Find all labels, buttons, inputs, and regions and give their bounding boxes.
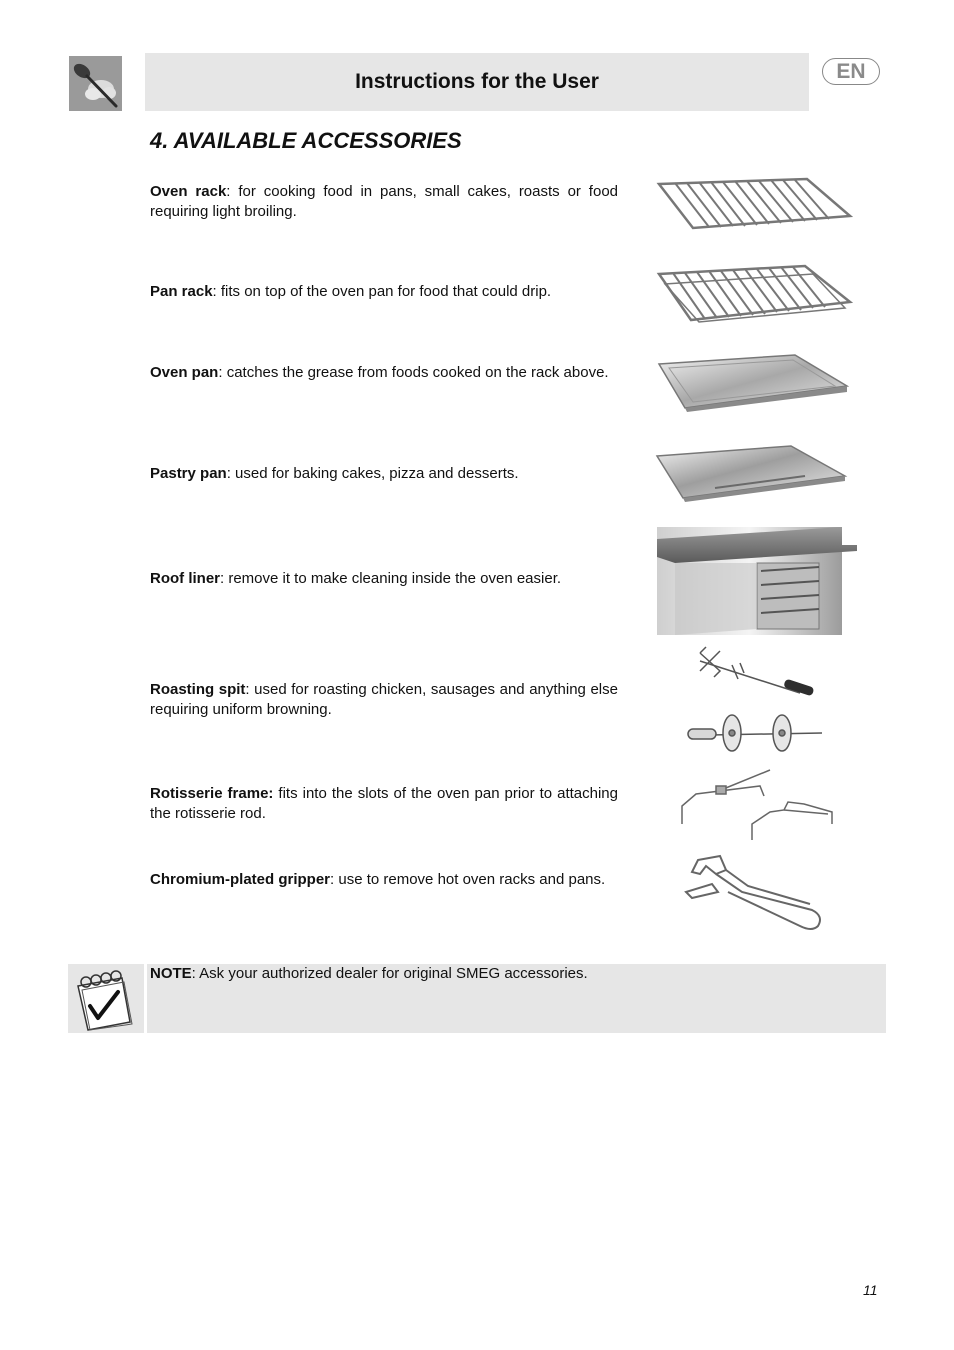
note-label: NOTE: [150, 965, 192, 982]
accessory-text: : used for roasting chicken, sausages and anything else requiring uniform browning.: [150, 681, 618, 718]
gripper-image: [682, 852, 826, 934]
accessory-description: [150, 784, 618, 823]
accessory-name: Oven pan: [150, 364, 219, 381]
accessory-text: : for cooking food in pans, small cakes, roasts or food requiring light broiling.: [150, 183, 619, 220]
accessory-description: [150, 363, 618, 383]
accessory-name: Roof liner: [150, 570, 220, 587]
pan-rack-image: [655, 262, 853, 324]
accessory-text: : used for baking cakes, pizza and desserts.: [226, 465, 519, 482]
accessory-name: Pan rack: [150, 283, 213, 300]
accessory-name: Roasting spit: [150, 681, 246, 698]
oven-rack-image: [655, 176, 853, 232]
pastry-pan-image: [655, 444, 849, 504]
rotisserie-frame-image: [678, 766, 836, 844]
header-title: Instructions for the User: [355, 70, 599, 93]
smeg-spoon-logo: [69, 56, 122, 111]
accessory-description: [150, 569, 618, 589]
note-text: [150, 964, 850, 984]
accessory-description: [150, 182, 618, 221]
accessory-text: : use to remove hot oven racks and pans.: [330, 871, 606, 888]
header-bar: [145, 53, 809, 111]
note-icon-box: [68, 964, 144, 1033]
roof-liner-image: [657, 527, 857, 635]
accessory-name: Pastry pan: [150, 465, 227, 482]
section-title: 4. AVAILABLE ACCESSORIES: [150, 128, 462, 153]
accessory-text: : fits on top of the oven pan for food that could drip.: [212, 283, 552, 300]
accessory-text: fits into the slots of the oven pan prior to attaching the rotisserie rod.: [150, 785, 618, 822]
accessory-description: [150, 464, 618, 484]
accessory-text: : catches the grease from foods cooked on the rack above.: [218, 364, 609, 381]
roasting-spit-image: [680, 643, 830, 753]
oven-pan-image: [655, 352, 851, 412]
language-badge: EN: [822, 58, 880, 85]
accessory-name: Rotisserie frame:: [150, 785, 274, 802]
accessory-description: [150, 870, 618, 890]
accessory-description: [150, 282, 618, 302]
spoon-chef-hat-icon: [69, 56, 122, 111]
note-body: : Ask your authorized dealer for original SMEG accessories.: [191, 965, 588, 982]
accessory-description: [150, 680, 618, 719]
accessory-text: : remove it to make cleaning inside the oven easier.: [220, 570, 562, 587]
accessory-name: Chromium-plated gripper: [150, 871, 331, 888]
accessory-name: Oven rack: [150, 183, 227, 200]
notepad-check-icon: [68, 964, 144, 1033]
page-number: 11: [863, 1282, 878, 1298]
